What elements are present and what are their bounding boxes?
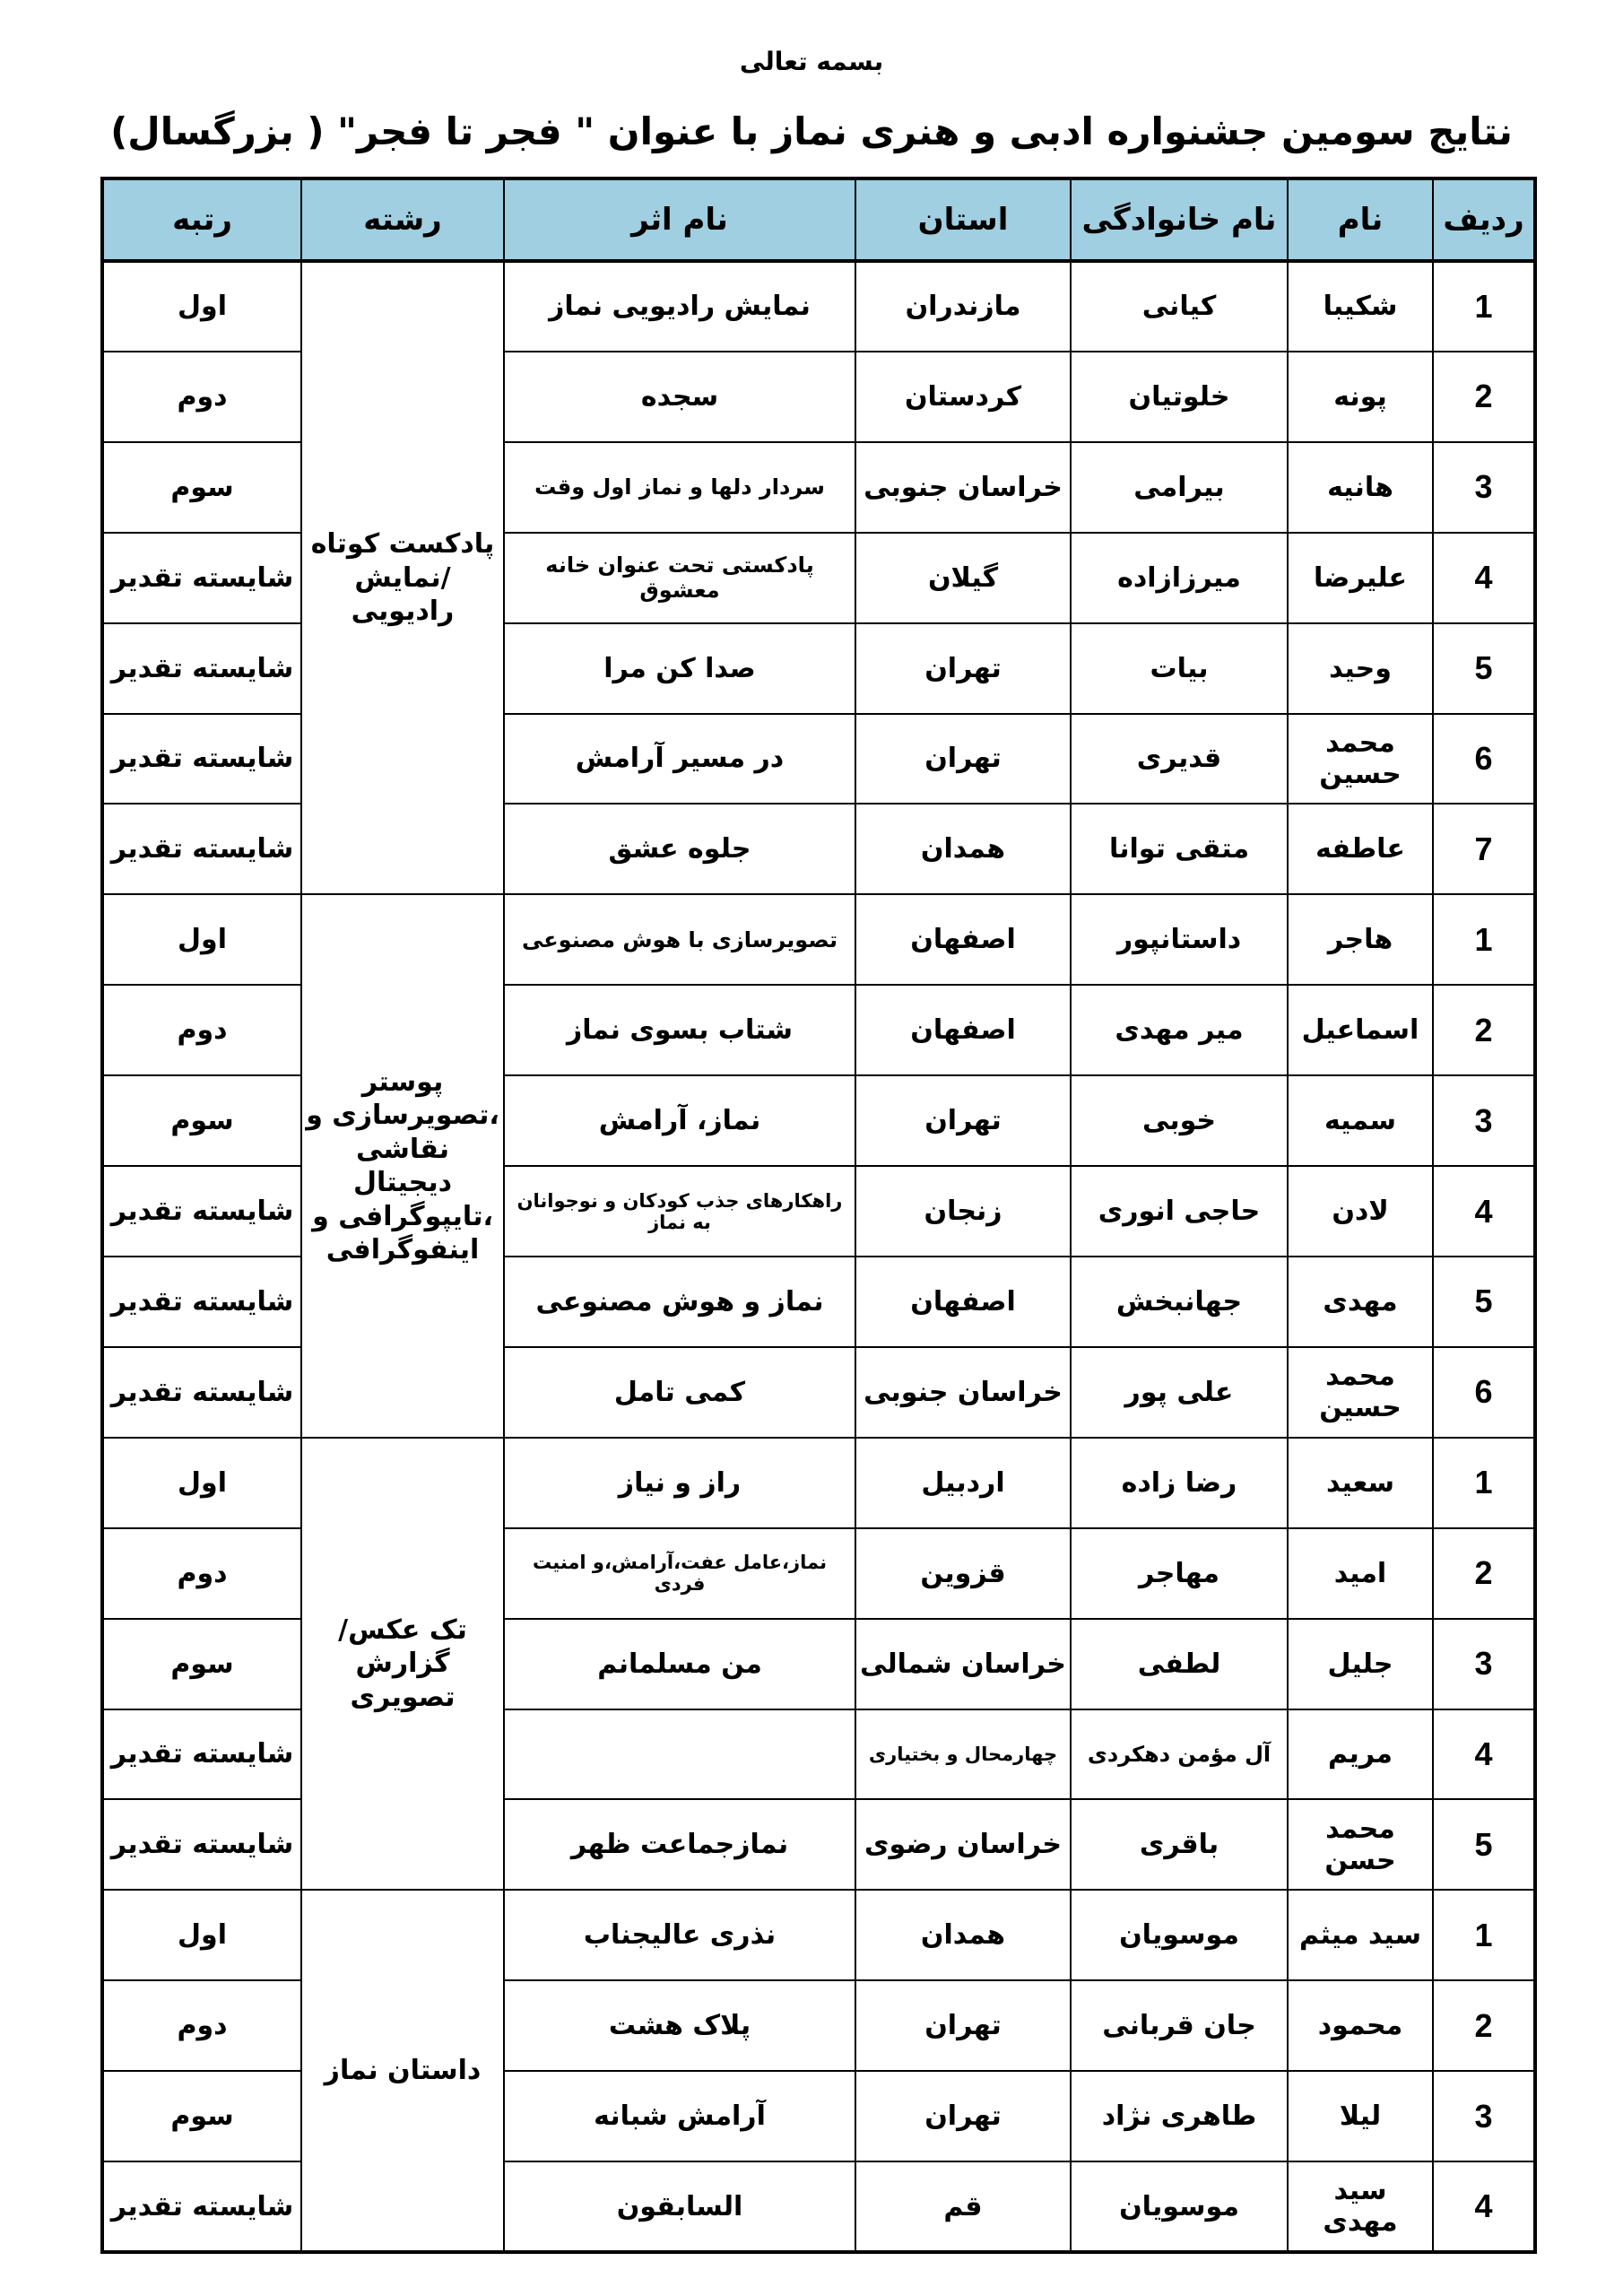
row-number: 2 (1433, 985, 1535, 1075)
header-province: استان (855, 178, 1071, 261)
province: اردبیل (855, 1438, 1071, 1528)
row-number: 1 (1433, 1890, 1535, 1980)
work-title: پادکستی تحت عنوان خانه معشوق (504, 533, 855, 623)
row-number: 4 (1433, 1166, 1535, 1257)
row-number: 7 (1433, 804, 1535, 894)
province: خراسان شمالی (855, 1619, 1071, 1709)
province: خراسان رضوی (855, 1799, 1071, 1890)
rank: دوم (102, 352, 301, 442)
row-number: 4 (1433, 533, 1535, 623)
rank: اول (102, 261, 301, 352)
rank: دوم (102, 1528, 301, 1619)
work-title: صدا کن مرا (504, 623, 855, 714)
row-number: 5 (1433, 1799, 1535, 1890)
rank: شایسته تقدیر (102, 2161, 301, 2252)
row-number: 1 (1433, 894, 1535, 985)
province: خراسان جنوبی (855, 442, 1071, 533)
rank: شایسته تقدیر (102, 623, 301, 714)
last-name: طاهری نژاد (1071, 2071, 1288, 2161)
header-first-name: نام (1288, 178, 1433, 261)
first-name: محمد حسن (1288, 1799, 1433, 1890)
province: تهران (855, 714, 1071, 804)
row-number: 5 (1433, 1257, 1535, 1347)
work-title: نماز،عامل عفت،آرامش،و امنیت فردی (504, 1528, 855, 1619)
work-title: راز و نیاز (504, 1438, 855, 1528)
last-name: خلوتیان (1071, 352, 1288, 442)
first-name: محمود (1288, 1980, 1433, 2071)
work-title: من مسلمانم (504, 1619, 855, 1709)
row-number: 4 (1433, 2161, 1535, 2252)
first-name: پونه (1288, 352, 1433, 442)
first-name: هاجر (1288, 894, 1433, 985)
first-name: لادن (1288, 1166, 1433, 1257)
row-number: 1 (1433, 261, 1535, 352)
first-name: جلیل (1288, 1619, 1433, 1709)
rank: شایسته تقدیر (102, 533, 301, 623)
table-header-row (102, 178, 1535, 261)
row-number: 3 (1433, 2071, 1535, 2161)
work-title: کمی تامل (504, 1347, 855, 1438)
province: اصفهان (855, 985, 1071, 1075)
province: اصفهان (855, 1257, 1071, 1347)
province: تهران (855, 1980, 1071, 2071)
row-number: 3 (1433, 1075, 1535, 1166)
last-name: حاجی انوری (1071, 1166, 1288, 1257)
rank: شایسته تقدیر (102, 1257, 301, 1347)
first-name: وحید (1288, 623, 1433, 714)
last-name: کیانی (1071, 261, 1288, 352)
last-name: آل مؤمن دهکردی (1071, 1709, 1288, 1800)
work-title: آرامش شبانه (504, 2071, 855, 2161)
work-title (504, 1709, 855, 1800)
work-title: تصویرسازی با هوش مصنوعی (504, 894, 855, 985)
work-title: نمایش رادیویی نماز (504, 261, 855, 352)
last-name: قدیری (1071, 714, 1288, 804)
work-title: جلوه عشق (504, 804, 855, 894)
document-title: نتایج سومین جشنواره ادبی و هنری نماز با عنوان " فجر تا فجر" ( بزرگسال) (110, 109, 1513, 153)
last-name: رضا زاده (1071, 1438, 1288, 1528)
rank: دوم (102, 985, 301, 1075)
work-title: نمازجماعت ظهر (504, 1799, 855, 1890)
first-name: مریم (1288, 1709, 1433, 1800)
last-name: جهانبخش (1071, 1257, 1288, 1347)
first-name: علیرضا (1288, 533, 1433, 623)
first-name: اسماعیل (1288, 985, 1433, 1075)
first-name: لیلا (1288, 2071, 1433, 2161)
rank: سوم (102, 1075, 301, 1166)
rank: شایسته تقدیر (102, 1799, 301, 1890)
header-last-name: نام خانوادگی (1071, 178, 1288, 261)
first-name: محمد حسین (1288, 714, 1433, 804)
last-name: متقی توانا (1071, 804, 1288, 894)
rank: سوم (102, 442, 301, 533)
header-field: رشته (301, 178, 504, 261)
work-title: شتاب بسوی نماز (504, 985, 855, 1075)
first-name: محمد حسین (1288, 1347, 1433, 1438)
table-row (102, 1890, 1535, 1980)
header-work-title: نام اثر (504, 178, 855, 261)
rank: اول (102, 1438, 301, 1528)
field-cell: پادکست کوتاه /نمایش رادیویی (301, 261, 504, 894)
last-name: باقری (1071, 1799, 1288, 1890)
last-name: مهاجر (1071, 1528, 1288, 1619)
rank: سوم (102, 2071, 301, 2161)
first-name: هانیه (1288, 442, 1433, 533)
province: تهران (855, 623, 1071, 714)
table-row (102, 1438, 1535, 1528)
rank: شایسته تقدیر (102, 804, 301, 894)
last-name: موسویان (1071, 2161, 1288, 2252)
rank: شایسته تقدیر (102, 714, 301, 804)
row-number: 6 (1433, 1347, 1535, 1438)
work-title: نذری عالیجناب (504, 1890, 855, 1980)
rank: شایسته تقدیر (102, 1166, 301, 1257)
first-name: سمیه (1288, 1075, 1433, 1166)
first-name: امید (1288, 1528, 1433, 1619)
province: مازندران (855, 261, 1071, 352)
field-cell: تک عکس/گزارش تصویری (301, 1438, 504, 1891)
row-number: 1 (1433, 1438, 1535, 1528)
work-title: در مسیر آرامش (504, 714, 855, 804)
province: گیلان (855, 533, 1071, 623)
table-row (102, 261, 1535, 352)
last-name: بیرامی (1071, 442, 1288, 533)
work-title: نماز و هوش مصنوعی (504, 1257, 855, 1347)
rank: سوم (102, 1619, 301, 1709)
first-name: سید مهدی (1288, 2161, 1433, 2252)
province: چهارمحال و بختیاری (855, 1709, 1071, 1800)
province: قم (855, 2161, 1071, 2252)
work-title: راهکارهای جذب کودکان و نوجوانان به نماز (504, 1166, 855, 1257)
row-number: 2 (1433, 1980, 1535, 2071)
rank: اول (102, 1890, 301, 1980)
province: خراسان جنوبی (855, 1347, 1071, 1438)
header-row-number: ردیف (1433, 178, 1535, 261)
rank: اول (102, 894, 301, 985)
first-name: سعید (1288, 1438, 1433, 1528)
header-rank: رتبه (102, 178, 301, 261)
first-name: سید میثم (1288, 1890, 1433, 1980)
province: تهران (855, 1075, 1071, 1166)
province: کردستان (855, 352, 1071, 442)
first-name: مهدی (1288, 1257, 1433, 1347)
last-name: بیات (1071, 623, 1288, 714)
province: قزوین (855, 1528, 1071, 1619)
province: اصفهان (855, 894, 1071, 985)
last-name: خوبی (1071, 1075, 1288, 1166)
work-title: السابقون (504, 2161, 855, 2252)
last-name: میرزازاده (1071, 533, 1288, 623)
work-title: نماز، آرامش (504, 1075, 855, 1166)
last-name: لطفی (1071, 1619, 1288, 1709)
table-row (102, 894, 1535, 985)
rank: شایسته تقدیر (102, 1347, 301, 1438)
row-number: 3 (1433, 1619, 1535, 1709)
last-name: علی پور (1071, 1347, 1288, 1438)
province: همدان (855, 804, 1071, 894)
last-name: جان قربانی (1071, 1980, 1288, 2071)
row-number: 4 (1433, 1709, 1535, 1800)
rank: شایسته تقدیر (102, 1709, 301, 1800)
last-name: موسویان (1071, 1890, 1288, 1980)
results-table (100, 177, 1537, 2254)
last-name: داستانپور (1071, 894, 1288, 985)
first-name: عاطفه (1288, 804, 1433, 894)
rank: دوم (102, 1980, 301, 2071)
work-title: سجده (504, 352, 855, 442)
row-number: 2 (1433, 1528, 1535, 1619)
last-name: میر مهدی (1071, 985, 1288, 1075)
row-number: 5 (1433, 623, 1535, 714)
row-number: 3 (1433, 442, 1535, 533)
first-name: شکیبا (1288, 261, 1433, 352)
row-number: 2 (1433, 352, 1535, 442)
row-number: 6 (1433, 714, 1535, 804)
province: تهران (855, 2071, 1071, 2161)
province: همدان (855, 1890, 1071, 1980)
work-title: سردار دلها و نماز اول وقت (504, 442, 855, 533)
field-cell: پوستر ،تصویرسازی و نقاشی دیجیتال ،تایپوگرافی و اینفوگرافی (301, 894, 504, 1437)
work-title: پلاک هشت (504, 1980, 855, 2071)
field-cell: داستان نماز (301, 1890, 504, 2252)
province: زنجان (855, 1166, 1071, 1257)
document-heading: بسمه تعالی (739, 47, 884, 76)
